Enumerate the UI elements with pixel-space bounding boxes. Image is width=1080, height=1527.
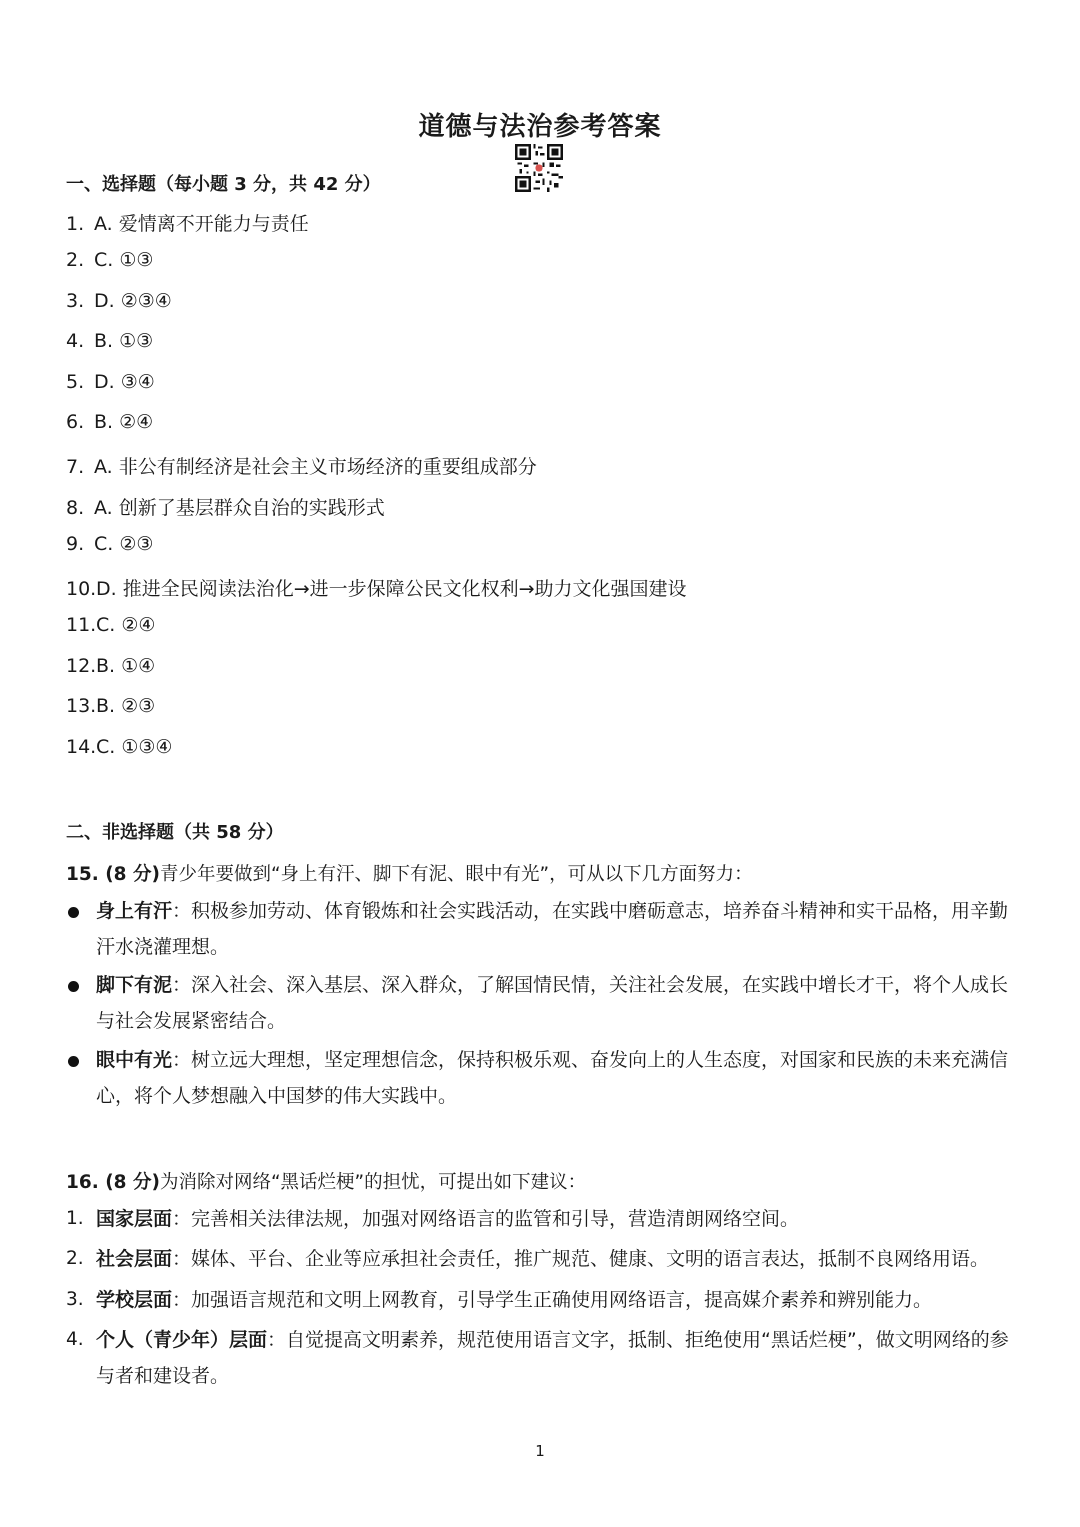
bullet-dot-icon xyxy=(68,981,79,992)
question-15-label: 15. (8 分) xyxy=(66,864,160,885)
qr-code-icon[interactable] xyxy=(515,144,563,192)
answer-item: 11.C. ②④ xyxy=(66,614,156,636)
question-15-header: 15. (8 分)青少年要做到“身上有汗、脚下有泥、眼中有光”，可从以下几方面努力： xyxy=(66,864,753,885)
answer-item: 12.B. ①④ xyxy=(66,655,156,677)
point-number: 1. xyxy=(66,1208,84,1229)
q16-point-1: 国家层面：完善相关法律法规，加强对网络语言的监管和引导，营造清朗网络空间。 xyxy=(96,1208,800,1230)
answer-item: 3. D. ②③④ xyxy=(66,290,172,312)
answer-item: 8. A. 创新了基层群众自治的实践形式 xyxy=(66,497,385,519)
answer-item: 9. C. ②③ xyxy=(66,533,154,555)
answer-item: 10.D. 推进全民阅读法治化→进一步保障公民文化权利→助力文化强国建设 xyxy=(66,578,687,600)
answer-item: 14.C. ①③④ xyxy=(66,736,173,758)
bullet-dot-icon xyxy=(68,1056,79,1067)
page-title: 道德与法治参考答案 xyxy=(418,112,662,142)
q16-point-4: 个人（青少年）层面：自觉提高文明素养，规范使用语言文字，抵制、拒绝使用“黑话烂梗”，做文明网络的参与者和建设者。 xyxy=(96,1329,1009,1387)
section-heading-nonchoice: 二、非选择题（共 58 分） xyxy=(66,822,284,843)
point-number: 4. xyxy=(66,1329,84,1350)
answer-item: 13.B. ②③ xyxy=(66,695,156,717)
point-number: 3. xyxy=(66,1289,84,1310)
answer-item: 5. D. ③④ xyxy=(66,371,155,393)
answer-item: 4. B. ①③ xyxy=(66,330,154,352)
question-16-label: 16. (8 分) xyxy=(66,1172,160,1193)
q16-point-3: 学校层面：加强语言规范和文明上网教育，引导学生正确使用网络语言，提高媒介素养和辨别能力。 xyxy=(96,1289,933,1311)
q16-point-2: 社会层面：媒体、平台、企业等应承担社会责任，推广规范、健康、文明的语言表达，抵制不良网络用语。 xyxy=(96,1248,990,1270)
answer-item: 1. A. 爱情离不开能力与责任 xyxy=(66,213,309,235)
q15-bullet-1: 身上有汗：积极参加劳动、体育锻炼和社会实践活动，在实践中磨砺意志，培养奋斗精神和实干品格，用辛勤汗水浇灌理想。 xyxy=(96,900,1009,958)
point-number: 2. xyxy=(66,1248,84,1269)
answer-item: 2. C. ①③ xyxy=(66,249,154,271)
question-16-header: 16. (8 分)为消除对网络“黑话烂梗”的担忧，可提出如下建议： xyxy=(66,1172,587,1193)
page-number: 1 xyxy=(535,1442,545,1460)
q15-bullet-3: 眼中有光：树立远大理想，坚定理想信念，保持积极乐观、奋发向上的人生态度，对国家和民族的未来充满信心，将个人梦想融入中国梦的伟大实践中。 xyxy=(96,1049,1009,1107)
answer-item: 6. B. ②④ xyxy=(66,411,154,433)
bullet-dot-icon xyxy=(68,907,79,918)
q15-bullet-2: 脚下有泥：深入社会、深入基层、深入群众，了解国情民情，关注社会发展，在实践中增长才干，将个人成长与社会发展紧密结合。 xyxy=(96,974,1009,1032)
section-heading-choice: 一、选择题（每小题 3 分，共 42 分） xyxy=(66,174,381,195)
answer-item: 7. A. 非公有制经济是社会主义市场经济的重要组成部分 xyxy=(66,456,537,478)
